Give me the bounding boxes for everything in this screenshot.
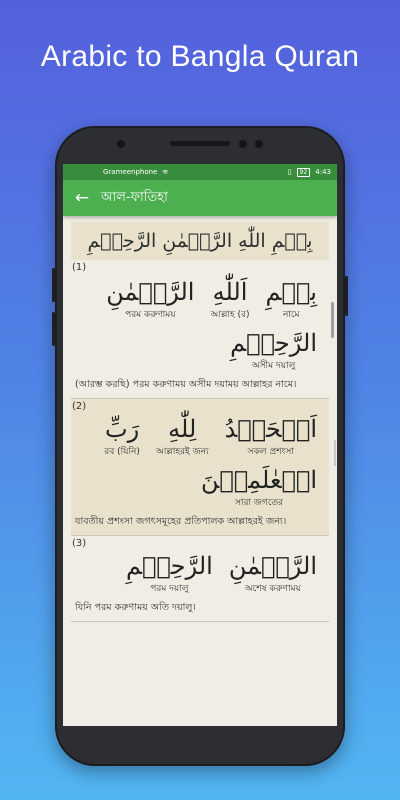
bangla-word: আল্লাহরই জন্য	[155, 447, 209, 457]
word-item	[230, 326, 317, 373]
scrollbar-track	[334, 440, 336, 466]
bangla-word: সকল প্রশংসা	[247, 447, 294, 457]
toolbar-title: আল-ফাতিহা	[101, 189, 168, 205]
bangla-word: পরম করুণাময়	[125, 310, 176, 320]
word-item	[106, 275, 194, 322]
arabic-word: اَلۡحَمۡدُ	[224, 415, 317, 443]
verse-translation: (আরম্ভ করছি) পরম করুণাময় অসীম দয়াময় আল্লাহর নামে।	[75, 379, 297, 390]
bangla-word: নামে	[282, 310, 300, 320]
bangla-word: (যিনি) রব	[104, 447, 140, 457]
word-item	[229, 549, 317, 596]
carrier-name: Grameenphone	[103, 168, 158, 176]
phone-camera	[255, 140, 263, 148]
app-toolbar	[63, 180, 337, 216]
phone-camera	[117, 140, 125, 148]
verse-number: (3)	[72, 538, 87, 549]
arabic-word: الۡعٰلَمِيۡنَ	[201, 466, 317, 494]
arabic-word: الرَّحۡمٰنِ	[106, 278, 195, 306]
word-item	[156, 412, 209, 459]
word-row	[71, 273, 329, 373]
word-row	[71, 549, 329, 596]
word-item	[266, 275, 317, 322]
arabic-word: الرَّحۡمٰنِ	[228, 552, 317, 580]
phone-speaker	[170, 141, 230, 146]
battery-icon: 92	[297, 168, 311, 177]
verse-number: (1)	[72, 262, 87, 273]
bangla-word: অসীম দয়ালু	[251, 361, 296, 371]
arabic-word: بِسۡمِ	[265, 278, 317, 306]
phone-side-button	[52, 312, 55, 346]
arabic-word: لِلّٰهِ	[168, 415, 197, 443]
verse-translation: যিনি পরম করুণাময় অতি দয়ালু।	[75, 602, 196, 613]
wifi-icon: ≋	[162, 168, 169, 176]
verse-item[interactable]	[71, 260, 329, 399]
arabic-word: رَبِّ	[104, 415, 140, 443]
word-item	[210, 275, 249, 322]
arabic-word: الرَّحِيۡمِ	[125, 552, 213, 580]
verse-item[interactable]	[71, 536, 329, 622]
phone-frame	[55, 126, 345, 766]
phone-camera	[239, 140, 247, 148]
verse-list[interactable]	[63, 216, 337, 622]
verse-item[interactable]	[71, 399, 329, 536]
phone-side-button	[52, 268, 55, 302]
bangla-word: পরম দয়ালু	[150, 584, 189, 594]
word-item	[126, 549, 213, 596]
verse-number: (2)	[72, 401, 87, 412]
scrollbar-thumb[interactable]	[331, 302, 334, 338]
bangla-word: আল্লাহ (র)	[210, 310, 250, 320]
phone-side-button	[345, 276, 348, 316]
clock: 4:43	[315, 168, 331, 176]
arabic-word: اَللّٰهِ	[212, 278, 248, 306]
verse-translation: যাবতীয় প্রশংসা জগৎসমূহের প্রতিপালক আল্লাহরই জন্য।	[75, 516, 287, 527]
word-row	[71, 412, 329, 510]
word-item	[104, 412, 140, 459]
word-item	[201, 463, 317, 510]
promo-headline: Arabic to Bangla Quran	[40, 40, 360, 73]
app-screen	[63, 164, 337, 726]
arabic-word: الرَّحِيۡمِ	[230, 329, 317, 357]
word-item	[225, 412, 317, 459]
arrow-left-icon[interactable]: ←	[74, 188, 90, 208]
bismillah-banner: بِسۡمِ اللّٰهِ الرَّحۡمٰنِ الرَّحِيۡمِ	[71, 222, 329, 260]
vibrate-icon: ▯	[287, 168, 292, 176]
bangla-word: অশেষ করুণাময়	[244, 584, 301, 594]
bangla-word: সারা জগতের	[234, 498, 284, 508]
status-bar	[63, 164, 337, 180]
